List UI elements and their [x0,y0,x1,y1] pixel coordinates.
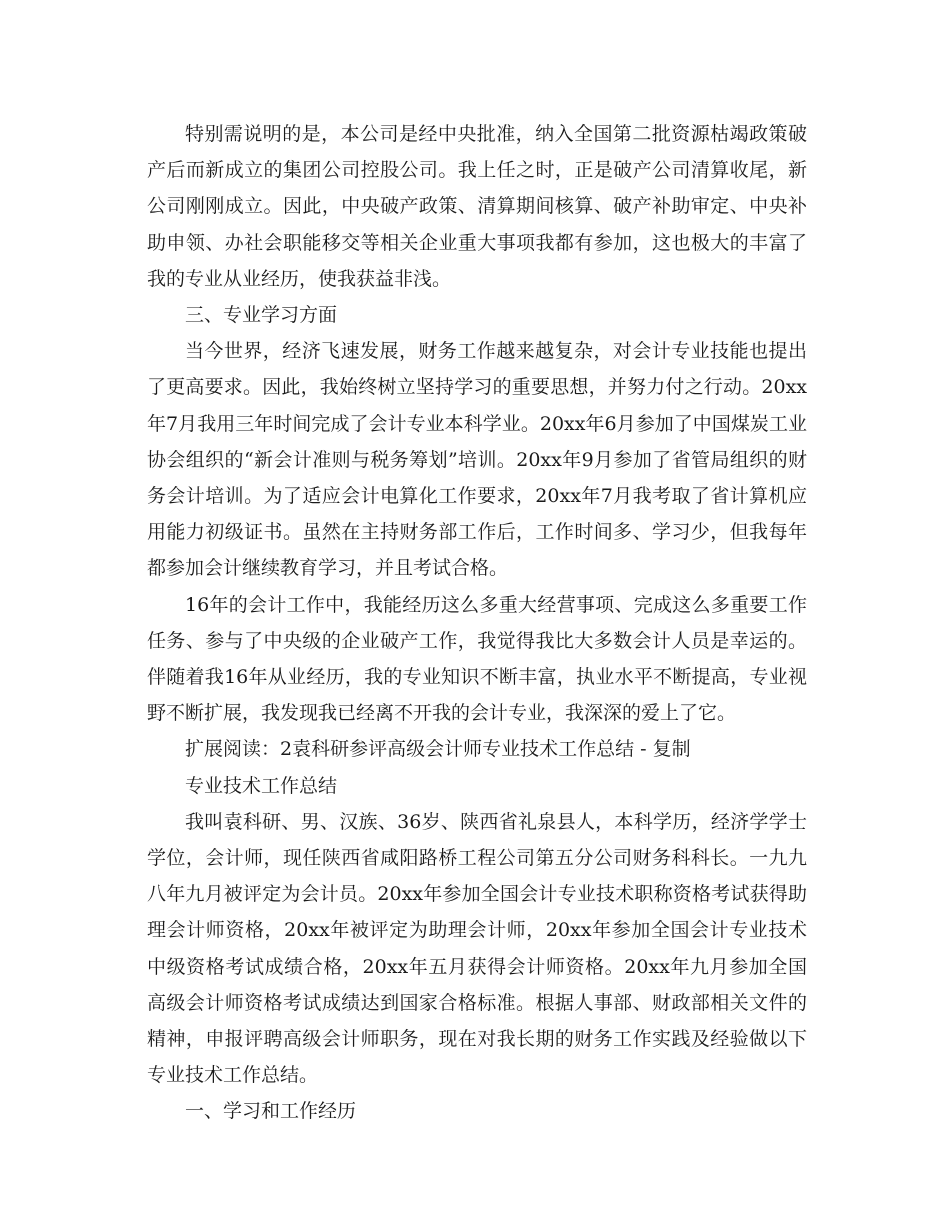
document-body [147,116,807,1130]
summary-title: 专业技术工作总结 [185,774,338,797]
paragraph-personal-intro: 我叫袁科研、男、汉族、36岁、陕西省礼泉县人，本科学历，经济学学士学位，会计师，现任陕西省咸阳路桥工程公司第五分公司财务科科长。一九九八年九月被评定为会计员。20xx年参加全国会计专业技术职称资格考试获得助理会计师资格，20xx年被评定为助理会计师，20xx年参加全国会计专业技术中级资格考试成绩合格，20xx年五月获得会计师资格。20xx年九月参加全国高级会计师资格考试成绩达到国家合格标准。根据人事部、财政部相关文件的精神，申报评聘高级会计师职务，现在对我长期的财务工作实践及经验做以下专业技术工作总结。 [147,810,807,1087]
section-heading-study-work-history: 一、学习和工作经历 [185,1100,357,1123]
paragraph-special-note: 特别需说明的是，本公司是经中央批准，纳入全国第二批资源枯竭政策破产后而新成立的集团公司控股公司。我上任之时，正是破产公司清算收尾，新公司刚刚成立。因此，中央破产政策、清算期间核算、破产补助审定、中央补助申领、办社会职能移交等相关企业重大事项我都有参加，这也极大的丰富了我的专业从业经历，使我获益非浅。 [147,123,807,290]
extended-reading-title: 扩展阅读：2袁科研参评高级会计师专业技术工作总结 - 复制 [185,738,691,761]
section-heading-professional-study: 三、专业学习方面 [185,304,338,327]
paragraph-study-details: 当今世界，经济飞速发展，财务工作越来越复杂，对会计专业技能也提出了更高要求。因此，我始终树立坚持学习的重要思想，并努力付之行动。20xx年7月我用三年时间完成了会计专业本科学业。20xx年6月参加了中国煤炭工业协会组织的“新会计准则与税务筹划”培训。20xx年9月参加了省管局组织的财务会计培训。为了适应会计电算化工作要求，20xx年7月我考取了省计算机应用能力初级证书。虽然在主持财务部工作后，工作时间多、学习少，但我每年都参加会计继续教育学习，并且考试合格。 [147,340,807,580]
paragraph-career-reflection: 16年的会计工作中，我能经历这么多重大经营事项、完成这么多重要工作任务、参与了中央级的企业破产工作，我觉得我比大多数会计人员是幸运的。伴随着我16年从业经历，我的专业知识不断丰富，执业水平不断提高，专业视野不断扩展，我发现我已经离不开我的会计专业，我深深的爱上了它。 [147,593,807,725]
